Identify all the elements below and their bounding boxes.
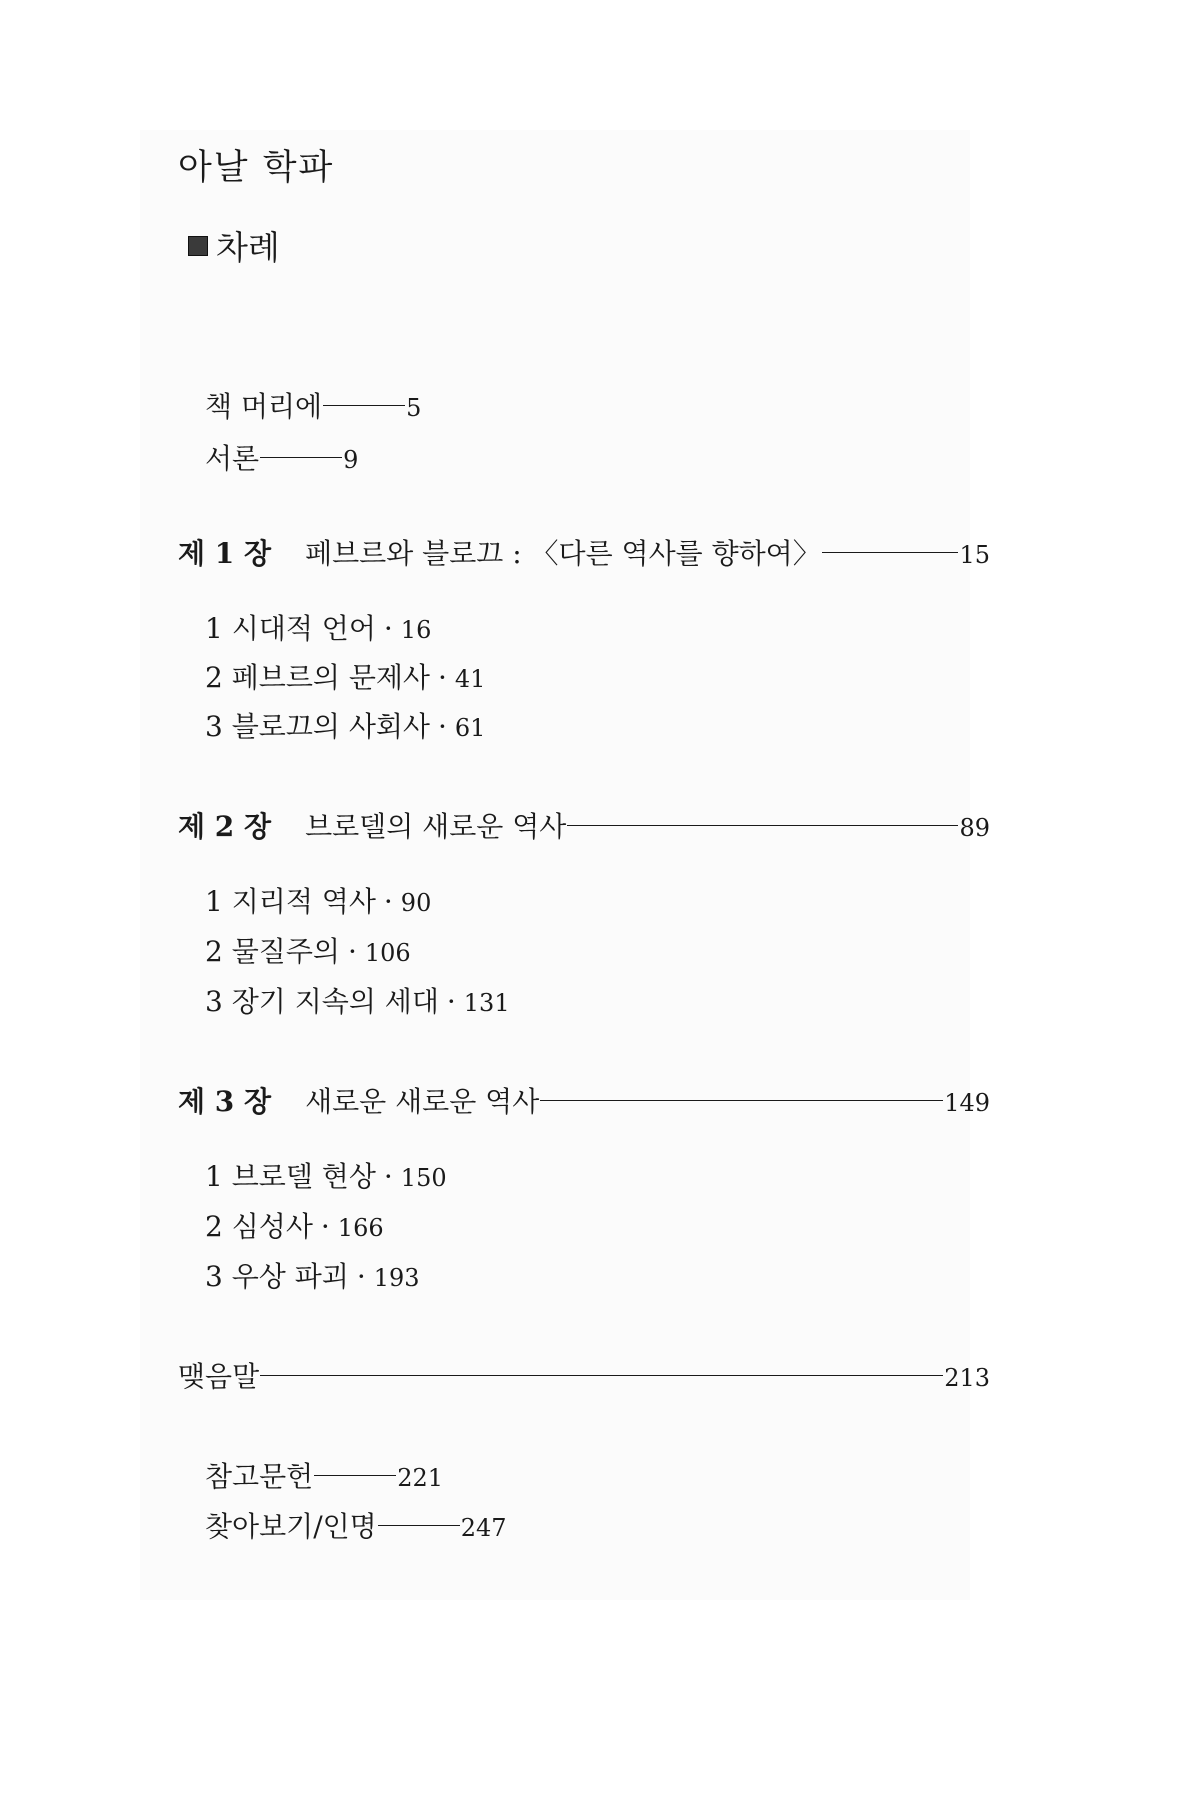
section-number: 1 <box>205 1160 223 1193</box>
section-page: 131 <box>463 989 510 1017</box>
section-title: 시대적 언어 <box>231 612 376 645</box>
chapter-number: 제 2 장 <box>178 810 272 843</box>
toc-chapter-2[interactable] <box>178 805 990 845</box>
section-number: 2 <box>205 661 223 694</box>
toc-entry-introduction[interactable] <box>205 437 358 477</box>
toc-section-2-1[interactable]: 1 지리적 역사 · 90 <box>205 880 431 920</box>
entry-page: 221 <box>397 1464 444 1492</box>
leader-line <box>378 1525 460 1526</box>
section-title: 장기 지속의 세대 <box>231 985 439 1018</box>
toc-heading <box>188 222 280 269</box>
section-page: 16 <box>400 616 432 644</box>
section-number: 3 <box>205 1260 223 1293</box>
toc-chapter-3[interactable] <box>178 1080 990 1120</box>
section-number: 2 <box>205 935 223 968</box>
toc-section-1-2[interactable]: 2 페브르의 문제사 · 41 <box>205 656 485 696</box>
leader-line <box>314 1475 396 1476</box>
section-page: 61 <box>454 714 486 742</box>
entry-title: 책 머리에 <box>205 390 323 423</box>
book-title: 아날 학파 <box>178 148 335 188</box>
leader-line <box>260 1375 943 1376</box>
chapter-page: 15 <box>959 541 990 569</box>
section-number: 3 <box>205 710 223 743</box>
toc-entry-bibliography[interactable] <box>205 1455 443 1495</box>
chapter-title: 페브르와 블로끄 : 〈다른 역사를 향하여〉 <box>305 537 821 570</box>
section-number: 1 <box>205 612 223 645</box>
conclusion-page: 213 <box>944 1364 990 1392</box>
entry-page: 247 <box>460 1514 507 1542</box>
leader-line <box>323 405 405 406</box>
toc-section-1-1[interactable]: 1 시대적 언어 · 16 <box>205 607 431 647</box>
section-page: 150 <box>400 1164 447 1192</box>
entry-page: 9 <box>343 446 359 474</box>
leader-line <box>822 552 959 553</box>
toc-section-2-3[interactable]: 3 장기 지속의 세대 · 131 <box>205 980 510 1020</box>
chapter-page: 149 <box>944 1089 990 1117</box>
entry-title: 서론 <box>205 442 260 475</box>
section-number: 1 <box>205 885 223 918</box>
section-page: 166 <box>337 1214 384 1242</box>
toc-section-3-1[interactable]: 1 브로델 현상 · 150 <box>205 1155 447 1195</box>
entry-title: 찾아보기/인명 <box>205 1510 377 1543</box>
section-title: 지리적 역사 <box>231 885 376 918</box>
toc-conclusion[interactable] <box>178 1355 990 1395</box>
toc-heading-label: 차례 <box>216 228 280 267</box>
toc-section-1-3[interactable]: 3 블로끄의 사회사 · 61 <box>205 705 485 745</box>
toc-section-2-2[interactable]: 2 물질주의 · 106 <box>205 930 411 970</box>
chapter-number: 제 1 장 <box>178 537 272 570</box>
chapter-title: 새로운 새로운 역사 <box>305 1085 540 1118</box>
section-title: 물질주의 <box>231 935 340 968</box>
section-page: 41 <box>454 665 486 693</box>
toc-entry-index[interactable] <box>205 1505 507 1545</box>
chapter-number: 제 3 장 <box>178 1085 272 1118</box>
section-title: 블로끄의 사회사 <box>231 710 430 743</box>
section-title: 페브르의 문제사 <box>231 661 430 694</box>
section-title: 심성사 <box>231 1210 313 1243</box>
square-bullet-icon <box>188 236 208 256</box>
toc-chapter-1[interactable] <box>178 532 990 572</box>
chapter-page: 89 <box>959 814 990 842</box>
toc-entry-preface[interactable] <box>205 385 421 425</box>
leader-line <box>540 1100 943 1101</box>
section-title: 브로델 현상 <box>231 1160 376 1193</box>
entry-title: 참고문헌 <box>205 1460 314 1493</box>
section-title: 우상 파괴 <box>231 1260 349 1293</box>
section-number: 2 <box>205 1210 223 1243</box>
toc-section-3-3[interactable]: 3 우상 파괴 · 193 <box>205 1255 420 1295</box>
section-page: 90 <box>400 889 432 917</box>
leader-line <box>260 457 342 458</box>
conclusion-title: 맺음말 <box>178 1360 260 1393</box>
section-number: 3 <box>205 985 223 1018</box>
section-page: 106 <box>364 939 411 967</box>
entry-page: 5 <box>406 394 422 422</box>
leader-line <box>567 825 958 826</box>
section-page: 193 <box>373 1264 420 1292</box>
chapter-title: 브로델의 새로운 역사 <box>305 810 567 843</box>
toc-section-3-2[interactable]: 2 심성사 · 166 <box>205 1205 384 1245</box>
